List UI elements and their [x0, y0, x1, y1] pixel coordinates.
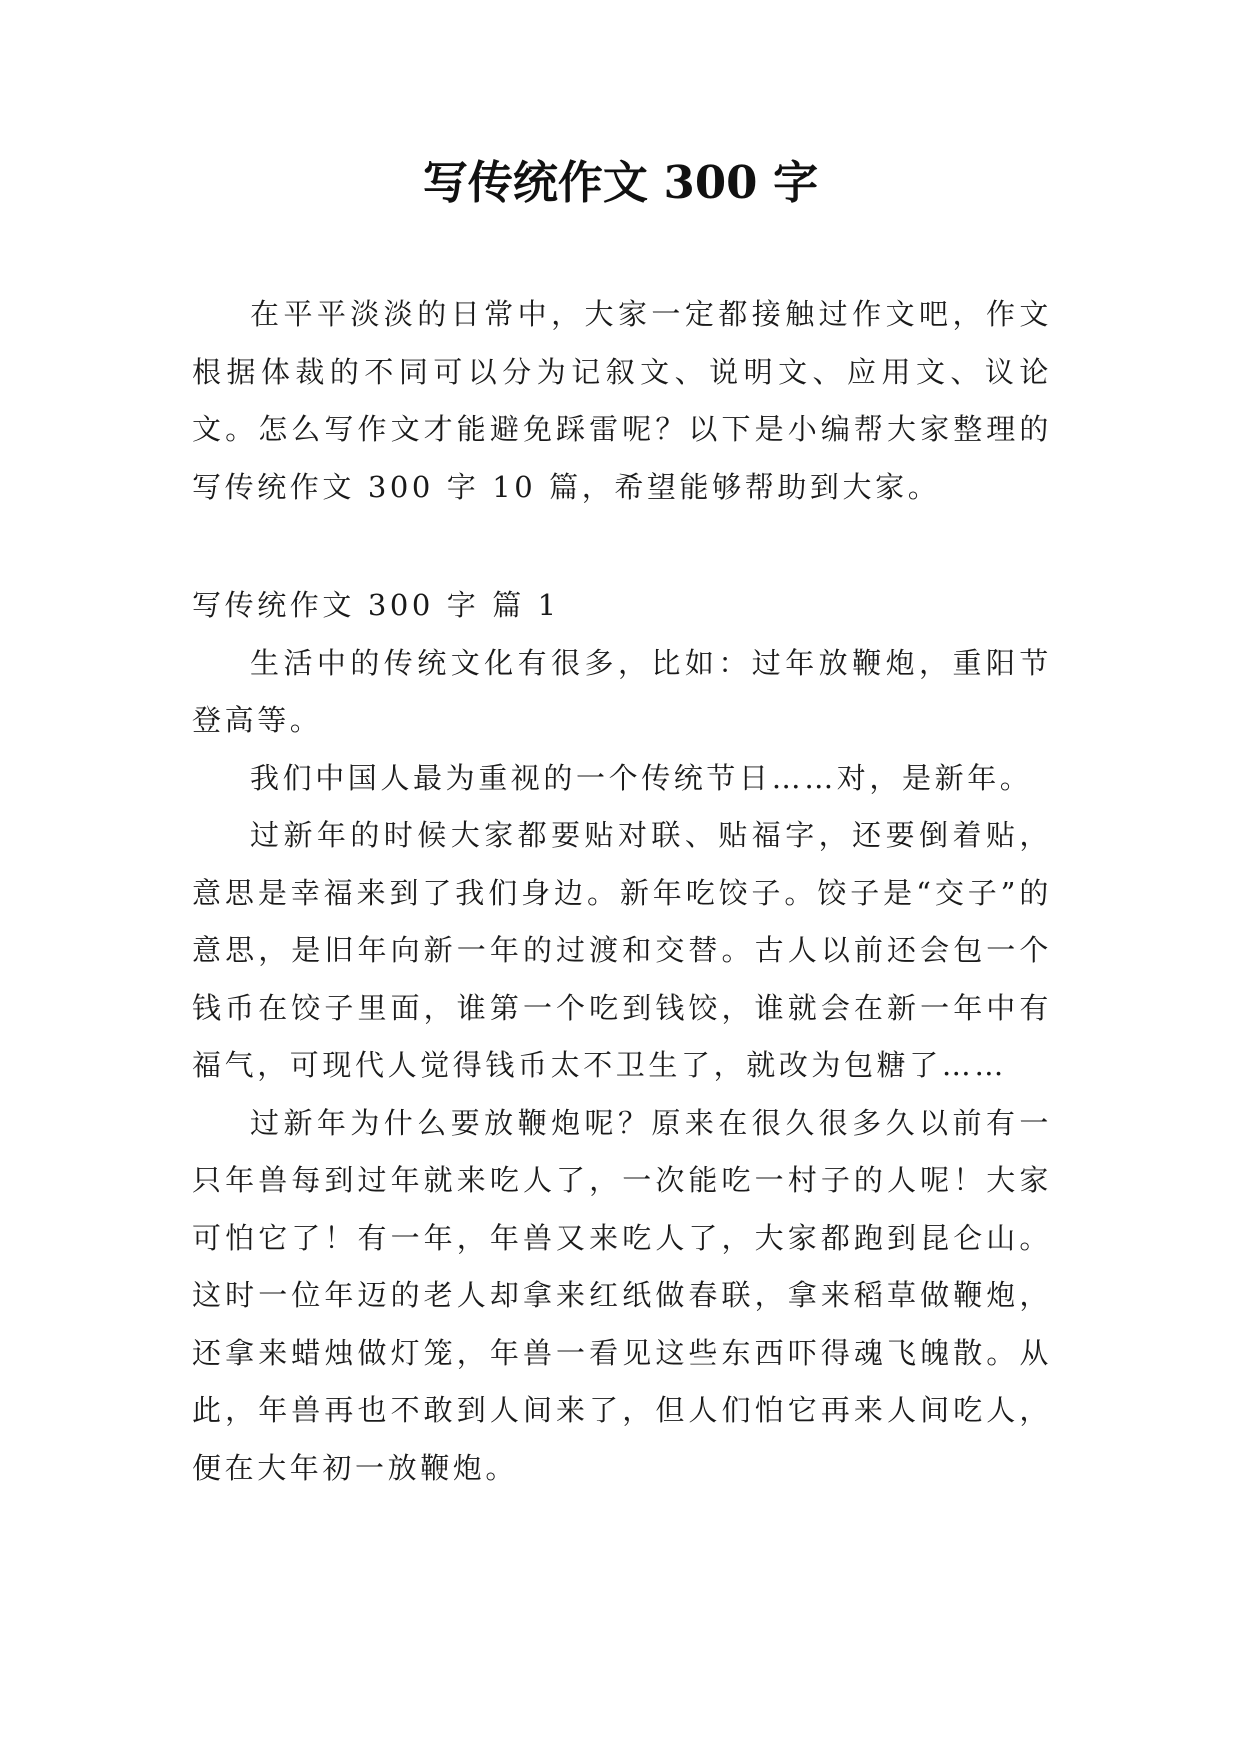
document-title: 写传统作文 300 字: [422, 156, 819, 209]
section-paragraph-2: 我们中国人最为重视的一个传统节日……对，是新年。: [250, 760, 1033, 795]
section-paragraph-1: 生活中的传统文化有很多，比如：过年放鞭炮，重阳节登高等。: [192, 645, 1052, 737]
intro-block: [192, 286, 1052, 516]
essay-section-1: [192, 577, 1052, 1497]
section-heading: 写传统作文 300 字 篇 1: [192, 588, 560, 622]
section-paragraph-3: 过新年的时候大家都要贴对联、贴福字，还要倒着贴，意思是幸福来到了我们身边。新年吃饺子。饺子是“交子”的意思，是旧年向新一年的过渡和交替。古人以前还会包一个钱币在饺子里面，谁第一个吃到钱饺，谁就会在新一年中有福气，可现代人觉得钱币太不卫生了，就改为包糖了……: [192, 818, 1052, 1082]
intro-paragraph: 在平平淡淡的日常中，大家一定都接触过作文吧，作文根据体裁的不同可以分为记叙文、说明文、应用文、议论文。怎么写作文才能避免踩雷呢？以下是小编帮大家整理的写传统作文 300 字 10 篇，希望能够帮助到大家。: [192, 297, 1052, 504]
section-paragraph-4: 过新年为什么要放鞭炮呢？原来在很久很多久以前有一只年兽每到过年就来吃人了，一次能吃一村子的人呢！大家可怕它了！有一年，年兽又来吃人了，大家都跑到昆仑山。这时一位年迈的老人却拿来红纸做春联，拿来稻草做鞭炮，还拿来蜡烛做灯笼，年兽一看见这些东西吓得魂飞魄散。从此，年兽再也不敢到人间来了，但人们怕它再来人间吃人，便在大年初一放鞭炮。: [192, 1105, 1052, 1485]
